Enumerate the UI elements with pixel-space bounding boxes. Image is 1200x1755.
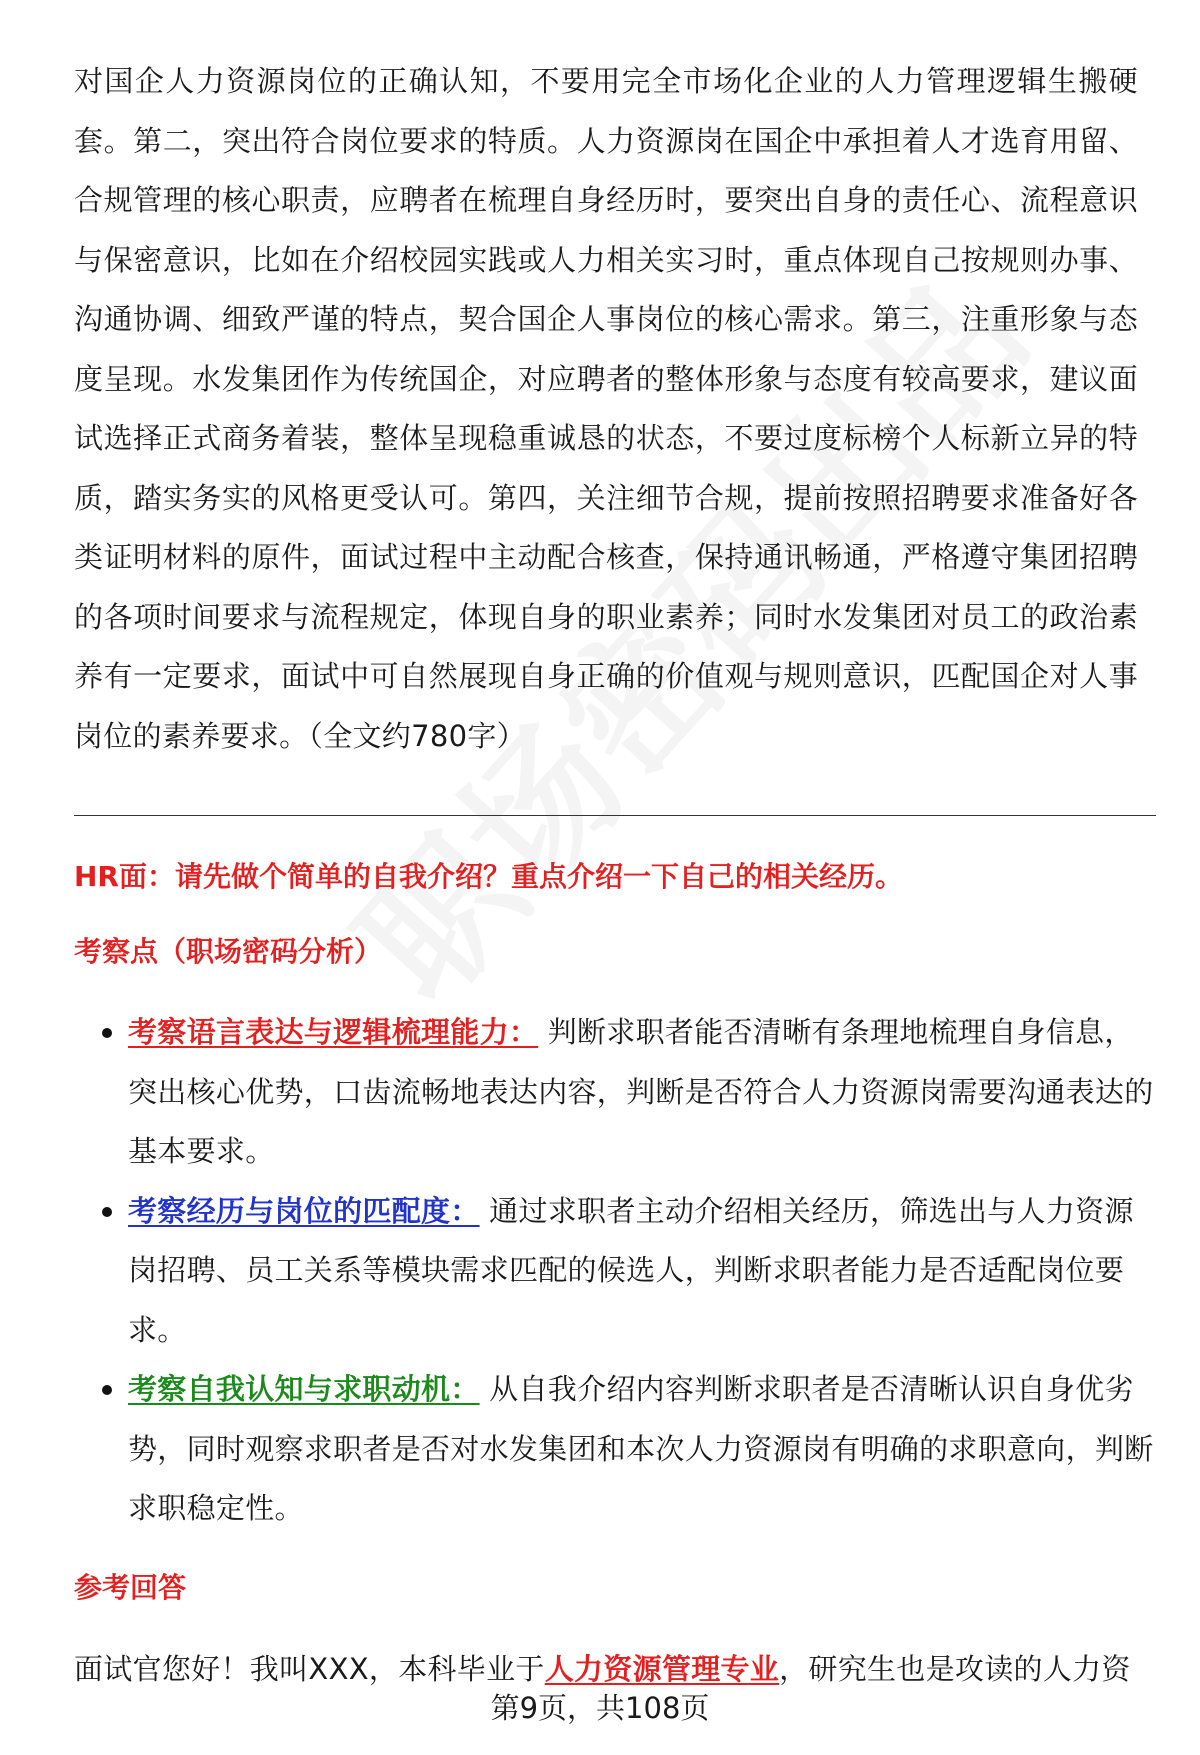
bullet-dot-icon: [102, 1385, 112, 1395]
question-heading: HR面：请先做个简单的自我介绍？重点介绍一下自己的相关经历。: [74, 860, 903, 893]
point-key: 考察自我认知与求职动机：: [128, 1372, 480, 1406]
page-number: 第9页，共108页: [490, 1691, 710, 1725]
answer-highlight: 人力资源管理专业: [544, 1652, 780, 1686]
point-key: 考察语言表达与逻辑梳理能力：: [128, 1015, 539, 1049]
list-item: [128, 1182, 1158, 1361]
assessment-points-list: [128, 1003, 1158, 1539]
section-divider: [74, 815, 1156, 816]
point-key: 考察经历与岗位的匹配度：: [128, 1193, 480, 1228]
reference-answer-heading: 参考回答: [74, 1571, 187, 1604]
bullet-dot-icon: [102, 1207, 112, 1217]
point-text: 从自我介绍内容判断求职者是否清晰认识自身优劣势，同时观察求职者是否对水发集团和本次人力资源岗有明确的求职意向，判断求职稳定性。: [128, 1372, 1154, 1525]
assessment-points-heading: 考察点（职场密码分析）: [74, 935, 383, 968]
answer-after: ，研究生也是攻读的人力资: [779, 1652, 1131, 1686]
point-text: 通过求职者主动介绍相关经历，筛选出与人力资源岗招聘、员工关系等模块需求匹配的候选人，判断求职者能力是否适配岗位要求。: [128, 1193, 1134, 1347]
list-item: [128, 1360, 1158, 1539]
bullet-dot-icon: [102, 1028, 112, 1038]
point-text: 判断求职者能否清晰有条理地梳理自身信息，突出核心优势，口齿流畅地表达内容，判断是否符合人力资源岗需要沟通表达的基本要求。: [128, 1015, 1154, 1168]
list-item: [128, 1003, 1158, 1182]
intro-paragraph: 对国企人力资源岗位的正确认知，不要用完全市场化企业的人力管理逻辑生搬硬套。第二，突出符合岗位要求的特质。人力资源岗在国企中承担着人才选育用留、合规管理的核心职责，应聘者在梳理自身经历时，要突出自身的责任心、流程意识与保密意识，比如在介绍校园实践或人力相关实习时，重点体现自己按规则办事、沟通协调、细致严谨的特点，契合国企人事岗位的核心需求。第三，注重形象与态度呈现。水发集团作为传统国企，对应聘者的整体形象与态度有较高要求，建议面试选择正式商务着装，整体呈现稳重诚恳的状态，不要过度标榜个人标新立异的特质，踏实务实的风格更受认可。第四，关注细节合规，提前按照招聘要求准备好各类证明材料的原件，面试过程中主动配合核查，保持通讯畅通，严格遵守集团招聘的各项时间要求与流程规定，体现自身的职业素养；同时水发集团对员工的政治素养有一定要求，面试中可自然展现自身正确的价值观与规则意识，匹配国企对人事岗位的素养要求。（全文约780字）: [74, 64, 1138, 753]
answer-before: 面试官您好！我叫XXX，本科毕业于: [74, 1652, 545, 1686]
